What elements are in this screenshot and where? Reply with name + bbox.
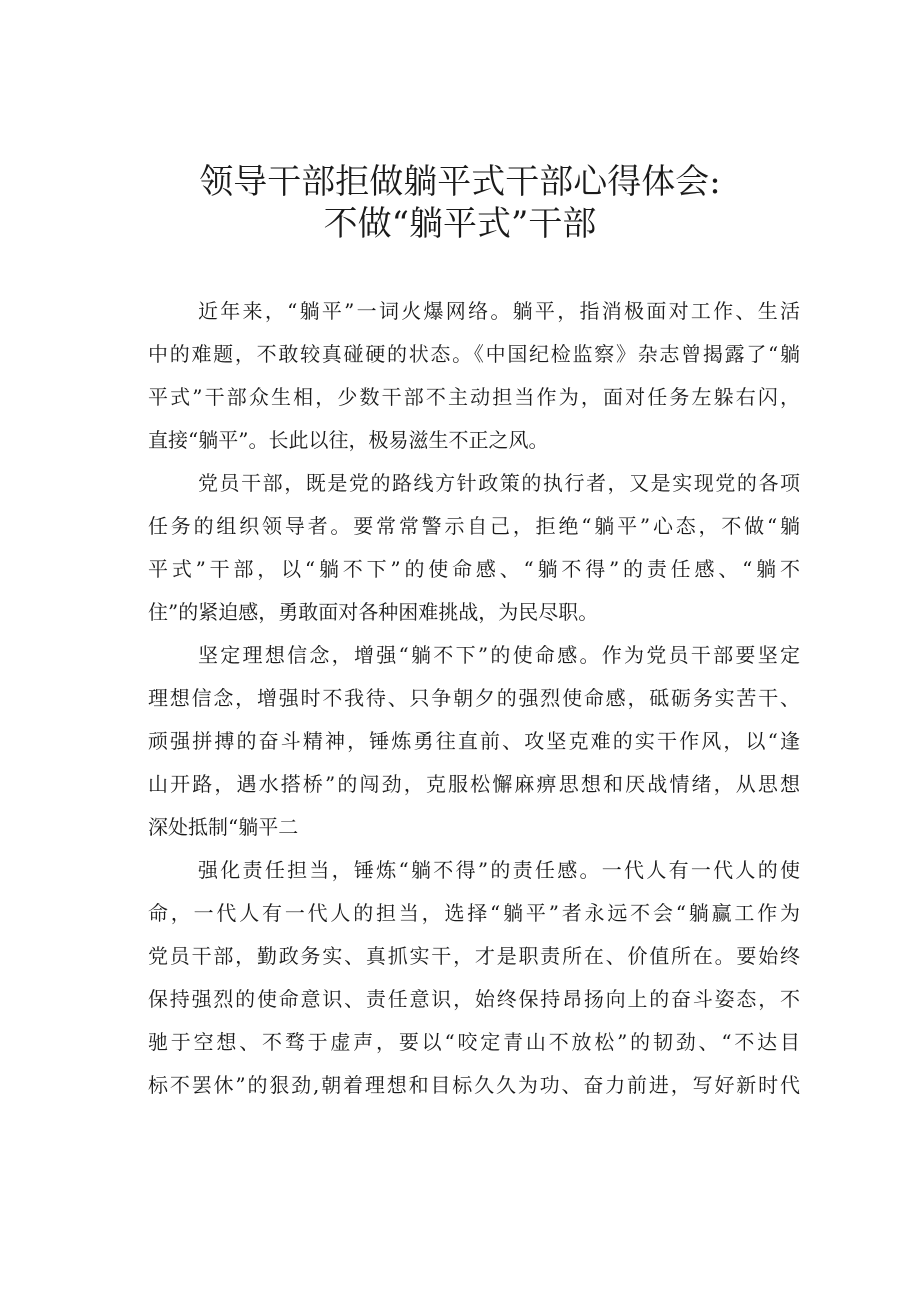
document-title-line-2: 不做“躺平式”干部 (323, 204, 597, 244)
paragraph-3-line-3: 顽强拼搏的奋斗精神，锤炼勇往直前、攻坚克难的实干作风，以“逢 (148, 729, 800, 753)
paragraph-1-line-3: 平式”干部众生相，少数干部不主动担当作为，面对任务左躲右闪， (148, 385, 800, 409)
paragraph-1-line-1: 近年来，“躺平”一词火爆网络。躺平，指消极面对工作、生活 (198, 299, 800, 323)
paragraph-3-line-2: 理想信念，增强时不我待、只争朝夕的强烈使命感，砥砺务实苦干、 (148, 686, 800, 710)
paragraph-2-line-2: 任务的组织领导者。要常常警示自己，拒绝“躺平”心态，不做“躺 (148, 514, 800, 538)
paragraph-4-line-6: 标不罢休”的狠劲,朝着理想和目标久久为功、奋力前进，写好新时代 (148, 1073, 800, 1097)
paragraph-4-line-3: 党员干部，勤政务实、真抓实干，才是职责所在、价值所在。要始终 (148, 944, 800, 968)
paragraph-3-line-1: 坚定理想信念，增强“躺不下”的使命感。作为党员干部要坚定 (198, 643, 800, 667)
paragraph-2-line-1: 党员干部，既是党的路线方针政策的执行者，又是实现党的各项 (198, 471, 800, 495)
paragraph-2-line-3: 平式”干部，以“躺不下”的使命感、“躺不得”的责任感、“躺不 (148, 557, 800, 581)
document-title-line-1: 领导干部拒做躺平式干部心得体会: (199, 162, 721, 202)
paragraph-2-line-4: 住”的紧迫感，勇敢面对各种困难挑战，为民尽职。 (148, 600, 599, 624)
paragraph-3-line-5: 深处抵制“躺平二 (148, 815, 299, 839)
paragraph-1-line-4: 直接“躺平”。长此以往，极易滋生不正之风。 (148, 428, 549, 452)
paragraph-4-line-4: 保持强烈的使命意识、责任意识，始终保持昂扬向上的奋斗姿态，不 (148, 987, 800, 1011)
paragraph-3-line-4: 山开路，遇水搭桥”的闯劲，克服松懈麻痹思想和厌战情绪，从思想 (148, 772, 800, 796)
paragraph-4-line-5: 驰于空想、不骛于虚声，要以“咬定青山不放松”的韧劲、“不达目 (148, 1030, 800, 1054)
paragraph-1-line-2: 中的难题，不敢较真碰硬的状态。《中国纪检监察》杂志曾揭露了“躺 (148, 342, 800, 366)
paragraph-4-line-2: 命，一代人有一代人的担当，选择“躺平”者永远不会“躺赢工作为 (148, 901, 800, 925)
paragraph-4-line-1: 强化责任担当，锤炼“躺不得”的责任感。一代人有一代人的使 (198, 858, 800, 882)
